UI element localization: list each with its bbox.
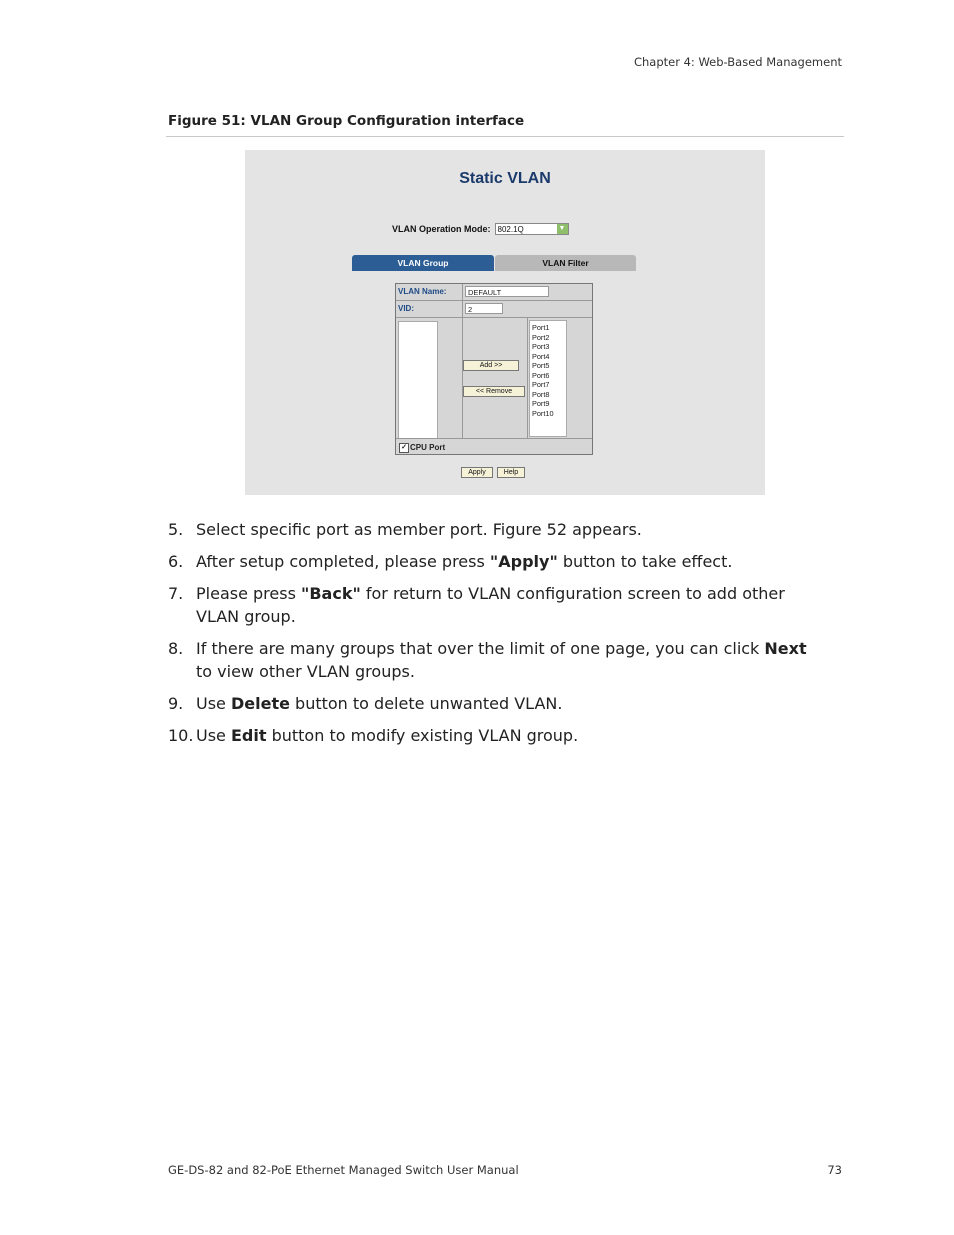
instruction-list (168, 518, 818, 756)
op-mode-label: VLAN Operation Mode: (392, 224, 491, 234)
cpu-port-checkbox[interactable]: ✓ (399, 443, 409, 453)
tab-vlan-group[interactable]: VLAN Group (352, 255, 494, 271)
step-text: Please press (196, 584, 301, 603)
list-item[interactable]: Port6 (532, 370, 550, 380)
cpu-port-label: CPU Port (410, 443, 446, 452)
step-number: 5. (168, 520, 184, 539)
step-keyword: "Back" (301, 584, 361, 603)
step-keyword: "Apply" (489, 552, 558, 571)
step-text: Use (196, 694, 231, 713)
vid-label: VID: (398, 304, 414, 313)
step-number: 6. (168, 552, 184, 571)
apply-button[interactable]: Apply (461, 467, 493, 478)
vlan-screenshot (245, 150, 765, 495)
step-number: 7. (168, 584, 184, 603)
list-item[interactable]: Port3 (532, 342, 550, 351)
remove-button[interactable]: << Remove (463, 386, 525, 397)
step-text: If there are many groups that over the limit of one page, you can click (196, 639, 765, 658)
step-keyword: Delete (230, 694, 290, 713)
list-item[interactable]: Port8 (532, 389, 550, 399)
list-item (168, 518, 818, 541)
step-text: Use (196, 726, 231, 745)
list-item[interactable]: Port5 (532, 361, 550, 370)
step-keyword: Edit (230, 726, 267, 745)
vid-row (396, 301, 592, 318)
step-text: button to modify existing VLAN group. (266, 726, 579, 745)
list-item[interactable]: Port1 (532, 323, 550, 332)
op-mode-row (392, 223, 569, 235)
list-item[interactable]: Port2 (532, 332, 550, 342)
help-button[interactable]: Help (497, 467, 525, 478)
chevron-down-icon[interactable]: ▼ (557, 224, 568, 234)
list-item (168, 692, 818, 715)
divider (527, 318, 528, 438)
divider (462, 284, 463, 300)
step-text: button to take effect. (557, 552, 733, 571)
list-item[interactable]: Port9 (532, 399, 550, 408)
list-item[interactable]: Port10 (532, 408, 554, 418)
step-text: button to delete unwanted VLAN. (289, 694, 563, 713)
vlan-name-label: VLAN Name: (398, 287, 447, 296)
step-text: Select specific port as member port. Figure 52 appears. (196, 520, 642, 539)
step-text: After setup completed, please press (196, 552, 490, 571)
vlan-name-row (396, 284, 592, 301)
list-item (168, 637, 818, 683)
op-mode-select[interactable] (495, 223, 569, 235)
list-item (168, 724, 818, 747)
step-number: 10. (168, 726, 194, 745)
list-item[interactable]: Port4 (532, 351, 550, 361)
static-vlan-title: Static VLAN (459, 170, 551, 187)
available-port-list[interactable] (529, 320, 567, 437)
vlan-name-input[interactable]: DEFAULT (465, 286, 549, 297)
step-text: for return to VLAN configuration screen to add other VLAN group. (196, 584, 785, 626)
vlan-form (395, 283, 593, 455)
divider (462, 301, 463, 317)
add-button[interactable]: Add >> (463, 360, 519, 371)
caption-rule (166, 136, 844, 137)
list-item (168, 550, 818, 573)
step-keyword: Next (764, 639, 807, 658)
cpu-port-row (396, 438, 592, 455)
divider (462, 318, 463, 438)
list-item (168, 582, 818, 628)
step-number: 9. (168, 694, 184, 713)
running-header: Chapter 4: Web-Based Management (633, 55, 842, 69)
footer-manual-title: GE-DS-82 and 82-PoE Ethernet Managed Switch User Manual (168, 1163, 519, 1177)
list-item[interactable]: Port7 (532, 380, 550, 389)
tab-vlan-filter[interactable]: VLAN Filter (495, 255, 636, 271)
op-mode-value: 802.1Q (497, 225, 524, 234)
page-number: 73 (827, 1163, 842, 1177)
member-port-list[interactable] (398, 321, 438, 439)
figure-caption: Figure 51: VLAN Group Configuration interface (168, 113, 525, 129)
vid-input[interactable]: 2 (465, 303, 503, 314)
step-number: 8. (168, 639, 184, 658)
step-text: to view other VLAN groups. (196, 662, 415, 681)
